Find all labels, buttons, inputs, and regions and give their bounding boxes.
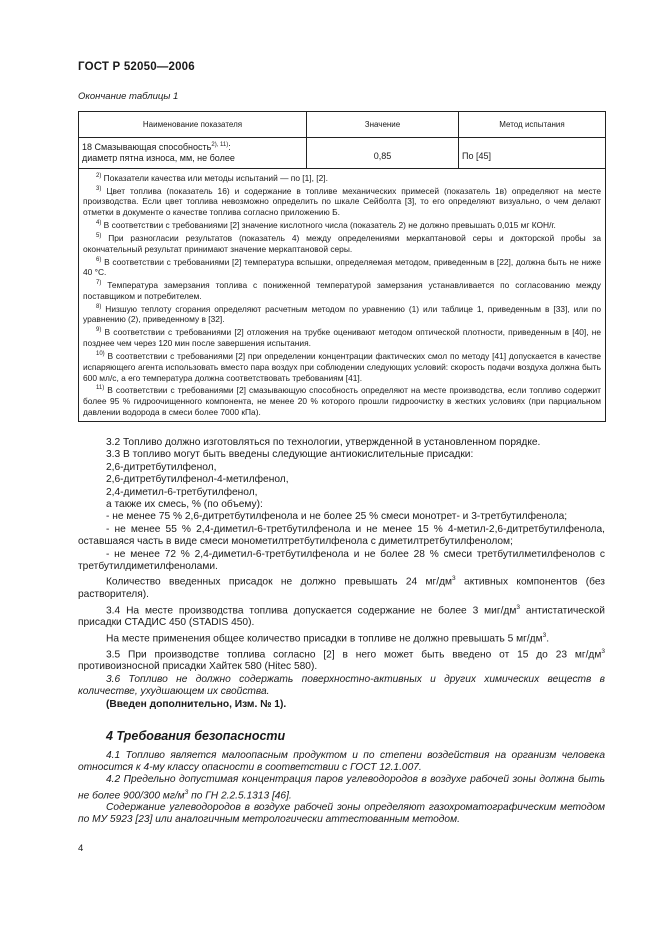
list-item: 2,6-дитретбутилфенол-4-метилфенол,: [106, 474, 289, 486]
column-header-name: Наименование показателя: [79, 112, 307, 138]
paragraph: [78, 774, 605, 802]
superscript: 3: [601, 647, 605, 655]
paragraph-text: .: [546, 633, 550, 645]
footnote-text: При разногласии результатов (показатель 4) между определениями меркаптановой серы и докторской пробы за окончательный результат принимают значение меркаптановой серы.: [83, 232, 602, 254]
table-row: [79, 138, 606, 169]
paragraph-text: 3.4 На месте производства топлива допускается содержание не более 3 миг/дм: [106, 605, 517, 617]
body-text: [78, 437, 605, 711]
footnote-mark: 6): [96, 256, 102, 263]
list-item: - не менее 72 % 2,4-диметил-6-третбутилфенола и не более 28 % смеси третбутилметилфенолов с третбутилдиметилфенолами.: [78, 548, 605, 573]
indicator-value-cell: [307, 138, 459, 169]
paragraph-text: активных компонентов (без растворителя).: [78, 576, 605, 601]
paragraph-text: Количество введенных присадок не должно превышать 24 мг/дм: [106, 576, 453, 588]
list-item: - не менее 75 % 2,6-дитретбутилфенола и не более 25 % смеси монотрет- и 3-третбутилфенола;: [106, 511, 568, 523]
footnote-text: В соответствии с требованиями [2] при определении концентрации фактических смол по методу [41] допускается в качестве испаряющего агента использовать вместо пара воздух при соблюдении следующих условий: скорость подачи воздуха должна быть 600 мл/с, а его температура должна соответствовать требованиям [41].: [83, 350, 602, 383]
footnote: [83, 184, 601, 219]
footnote: [83, 349, 601, 384]
superscript: 3: [542, 631, 547, 639]
footnote: [83, 302, 601, 326]
section-title: 4 Требования безопасности: [106, 729, 286, 743]
paragraph: [78, 602, 605, 630]
list-item: - не менее 55 % 2,4-диметил-6-третбутилфенола и не менее 15 % 4-метил-2,6-дитретбутилфенола, оставшаяся часть в виде смеси монометилтретбутилфенола с диметилтретбутилфенолом;: [78, 523, 605, 548]
footnote-text: В соответствии с требованиями [2] смазывающую способность определяют на месте производства, если топливо содержит более 95 % гидроочищенного компонента, не менее 20 % которого прошли гидроочистку в жестких условиях (при парциальном давлении водорода в смеси более 7000 кПа).: [83, 385, 602, 418]
indicator-name-cell: [79, 138, 307, 169]
section-body: [78, 750, 605, 827]
indicator-method-cell: [459, 138, 606, 169]
footnote-mark: 9): [96, 327, 102, 334]
list-item: 2,6-дитретбутилфенол,: [106, 461, 217, 473]
paragraph: а также их смесь, % (по объему):: [106, 499, 263, 511]
indicator-name: 18 Смазывающая способность: [82, 142, 212, 152]
footnote-mark: 7): [96, 280, 102, 287]
superscript: 3: [516, 603, 520, 611]
indicator-subname: диаметр пятна износа, мм, не более: [82, 153, 235, 163]
footnote-mark: 5): [96, 232, 102, 239]
paragraph: [78, 573, 605, 601]
footnote-text: В соответствии с требованиями [2] отложения на трубке оценивают методом оптической плотности, приведенным в [40], не позднее чем через 120 мин после завершения испытания.: [83, 327, 602, 349]
paragraph: 4.1 Топливо является малоопасным продуктом и по степени воздействия на организм человека относится к 4-му классу опасности в соответствии с ГОСТ 12.1.007.: [78, 750, 605, 774]
footnote: [83, 218, 601, 231]
paragraph: [78, 630, 605, 646]
column-header-value: Значение: [307, 112, 459, 138]
list-item: 2,4-диметил-6-третбутилфенол,: [106, 486, 258, 498]
column-header-method: Метод испытания: [459, 112, 606, 138]
paragraph-text: 3.5 При производстве топлива согласно [2] в него может быть введено от 15 до 23 мг/дм: [106, 649, 602, 661]
footnote-ref: 2), 11): [211, 142, 229, 148]
footnote: [83, 325, 601, 349]
table-header-row: [79, 112, 606, 138]
paragraph-text: противоизносной присадки Хайтек 580 (Hitec 580).: [78, 661, 318, 673]
page-number: 4: [78, 843, 84, 854]
paragraph: 3.6 Топливо не должно содержать поверхностно-активных и других химических веществ в количестве, ухудшающем их свойства.: [78, 673, 605, 698]
footnote: [83, 255, 601, 279]
footnote-text: В соответствии с требованиями [2] температура вспышки, определяемая методом, приведенным в [22], должна быть не ниже 40 °С.: [83, 256, 602, 278]
footnotes-row: [79, 169, 606, 422]
indicator-value: 0,85: [373, 151, 392, 161]
superscript: 3: [184, 788, 189, 796]
indicator-name-punct: :: [228, 142, 231, 152]
paragraph: 3.3 В топливо могут быть введены следующие антиокислительные присадки:: [106, 449, 474, 461]
footnote-text: Температура замерзания топлива с пониженной температурой замерзания устанавливается по согласованию между поставщиком и потребителем.: [83, 279, 601, 301]
paragraph: 3.2 Топливо должно изготовляться по технологии, утвержденной в установленном порядке.: [106, 437, 541, 448]
footnote: [83, 231, 601, 255]
footnote: [83, 171, 601, 184]
footnote: [83, 278, 601, 302]
indicators-table: [78, 111, 606, 422]
paragraph-text: антистатической присадки СТАДИС 450 (STADIS 450).: [78, 605, 605, 629]
footnote-mark: 10): [96, 350, 105, 357]
paragraph-text: 4.2 Предельно допустимая концентрация паров углеводородов в воздухе рабочей зоны должна быть не более 900/300 мг/м: [78, 774, 605, 801]
footnote: [83, 383, 601, 418]
footnote-mark: 4): [96, 220, 102, 227]
paragraph: [78, 646, 605, 674]
paragraph: Содержание углеводородов в воздухе рабочей зоны определяют газохроматографическим методом по МУ 5923 [23] или аналогичным метрологически аттестованным методом.: [78, 802, 605, 826]
footnote-mark: 8): [96, 303, 102, 310]
indicator-method: По [45]: [462, 151, 491, 161]
footnote-text: Показатели качества или методы испытаний — по [1], [2].: [103, 172, 328, 183]
footnote-mark: 11): [96, 385, 105, 392]
footnote-text: Низшую теплоту сгорания определяют расчетным методом по уравнению (1) или таблице 1, приведенным в [33], или по уравнению (2), приведенному в [32].: [83, 303, 602, 325]
document-header: ГОСТ Р 52050—2006: [78, 61, 195, 73]
table-caption: Окончание таблицы 1: [78, 91, 179, 102]
footnote-mark: 3): [96, 185, 102, 192]
footnotes-cell: [79, 169, 606, 422]
paragraph-text: На месте применения общее количество присадки в топливе не должно превышать 5 мг/дм: [106, 633, 543, 645]
footnote-text: Цвет топлива (показатель 16) и содержание в топливе механических примесей (показатель 1в) определяют на месте производства. Если цвет топлива невозможно определить по шкале Сейболта [3], то его определяют визуально, о чем делают отметки в документе о качестве топлива согласно приложению Б.: [83, 185, 601, 218]
footnote-text: В соответствии с требованиями [2] значение кислотного числа (показатель 2) не должно превышать 0,015 мг КОН/г.: [103, 220, 556, 231]
paragraph-text: по ГН 2.2.5.1313 [46].: [188, 790, 292, 801]
amendment-note: (Введен дополнительно, Изм. № 1).: [106, 698, 287, 710]
superscript: 3: [452, 575, 456, 583]
footnote-mark: 2): [96, 173, 102, 179]
